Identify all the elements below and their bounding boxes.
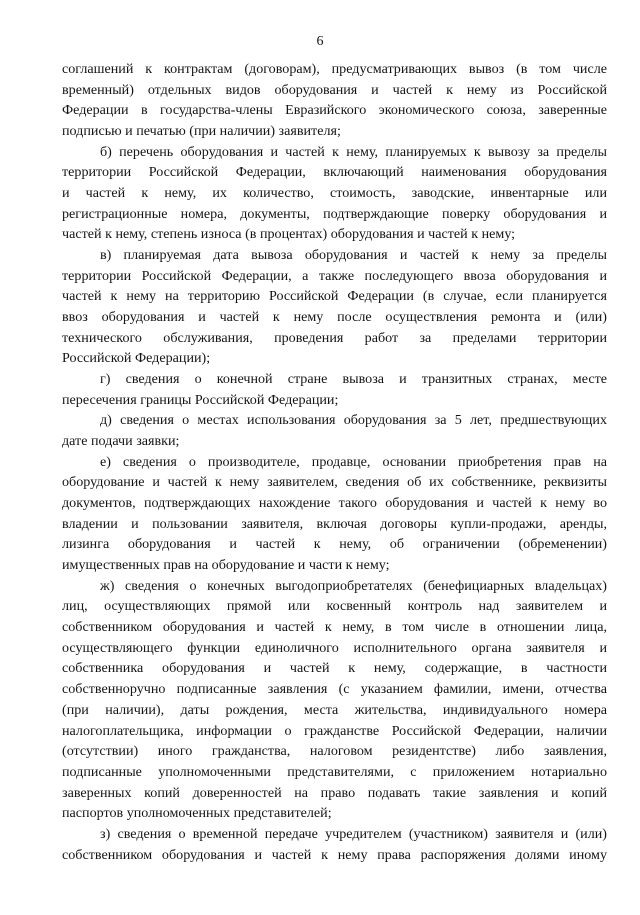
text-line: е) сведения о производителе, продавце, основании приобретения прав на <box>100 453 607 470</box>
text-line: пересечения границы Российской Федерации; <box>62 391 339 408</box>
text-line: Российской Федерации); <box>62 350 211 367</box>
text-line: оборудование и частей к нему заявителем, сведения об их собственнике, реквизиты <box>62 474 607 491</box>
text-line: осуществляющего функции единоличного исполнительного органа заявителя и <box>62 639 607 656</box>
text-line: частей к нему, степень износа (в процентах) оборудования и частей к нему; <box>62 226 516 243</box>
text-line: технического обслуживания, проведения работ за пределами территории <box>62 329 607 346</box>
text-line: территории Российской Федерации, а также последующего ввоза оборудования и <box>62 267 607 284</box>
text-line: территории Российской Федерации, включающий наименования оборудования <box>62 164 607 181</box>
text-line: и частей к нему, их количество, стоимость, заводские, инвентарные или <box>62 185 607 202</box>
text-line: собственником оборудования и частей к нему права распоряжения долями иному <box>62 846 607 863</box>
text-line: ввоз оборудования и частей к нему после осуществления ремонта и (или) <box>62 309 607 326</box>
text-line: ж) сведения о конечных выгодоприобретателях (бенефициарных владельцах) <box>100 577 607 594</box>
text-line: лизинга оборудования и частей к нему, об ограничении (обременении) <box>62 536 607 553</box>
text-line: дате подачи заявки; <box>62 433 180 450</box>
text-line: соглашений к контрактам (договорам), предусматривающих вывоз (в том числе <box>62 61 607 77</box>
text-line: (при наличии), даты рождения, места жительства, индивидуального номера <box>62 701 607 718</box>
text-line: налогоплательщика, информации о гражданстве Российской Федерации, наличии <box>62 722 607 739</box>
document-body <box>62 59 607 865</box>
text-line: б) перечень оборудования и частей к нему, планируемых к вывозу за пределы <box>100 143 607 160</box>
page-number: 6 <box>316 34 324 49</box>
text-line: подписанные уполномоченными представителями, с приложением нотариально <box>62 763 607 780</box>
text-line: заверенных копий доверенностей на право подавать такие заявления и копий <box>62 784 607 801</box>
text-line: частей к нему на территорию Российской Федерации (в случае, если планируется <box>62 288 607 305</box>
text-line: владении и пользовании заявителя, включая договоры купли-продажи, аренды, <box>62 515 607 532</box>
text-line: (отсутствии) иного гражданства, налоговом резидентстве) либо заявления, <box>62 743 607 760</box>
text-line: собственноручно подписанные заявления (с указанием фамилии, имени, отчества <box>62 681 607 698</box>
text-line: Федерации в государства-члены Евразийского экономического союза, заверенные <box>62 102 607 119</box>
text-line: з) сведения о временной передаче учредителем (участником) заявителя и (или) <box>100 825 607 842</box>
text-line: в) планируемая дата вывоза оборудования и частей к нему за пределы <box>100 247 607 264</box>
text-line: д) сведения о местах использования оборудования за 5 лет, предшествующих <box>100 412 607 429</box>
text-line: временный) отдельных видов оборудования и частей к нему из Российской <box>62 81 607 98</box>
text-line: паспортов уполномоченных представителей; <box>62 805 332 822</box>
text-line: имущественных прав на оборудование и части к нему; <box>62 557 390 574</box>
text-line: лиц, осуществляющих прямой или косвенный контроль над заявителем и <box>62 598 607 615</box>
text-line: собственником оборудования и частей к нему, в том числе в отношении лица, <box>62 619 607 636</box>
text-line: собственника оборудования и частей к нему, содержащие, в частности <box>62 660 607 677</box>
text-line: регистрационные номера, документы, подтверждающие поверку оборудования и <box>62 205 607 222</box>
text-line: документов, подтверждающих нахождение такого оборудования и частей к нему во <box>62 495 607 512</box>
text-line: подписью и печатью (при наличии) заявителя; <box>62 123 341 140</box>
text-line: г) сведения о конечной стране вывоза и транзитных странах, месте <box>100 371 607 388</box>
